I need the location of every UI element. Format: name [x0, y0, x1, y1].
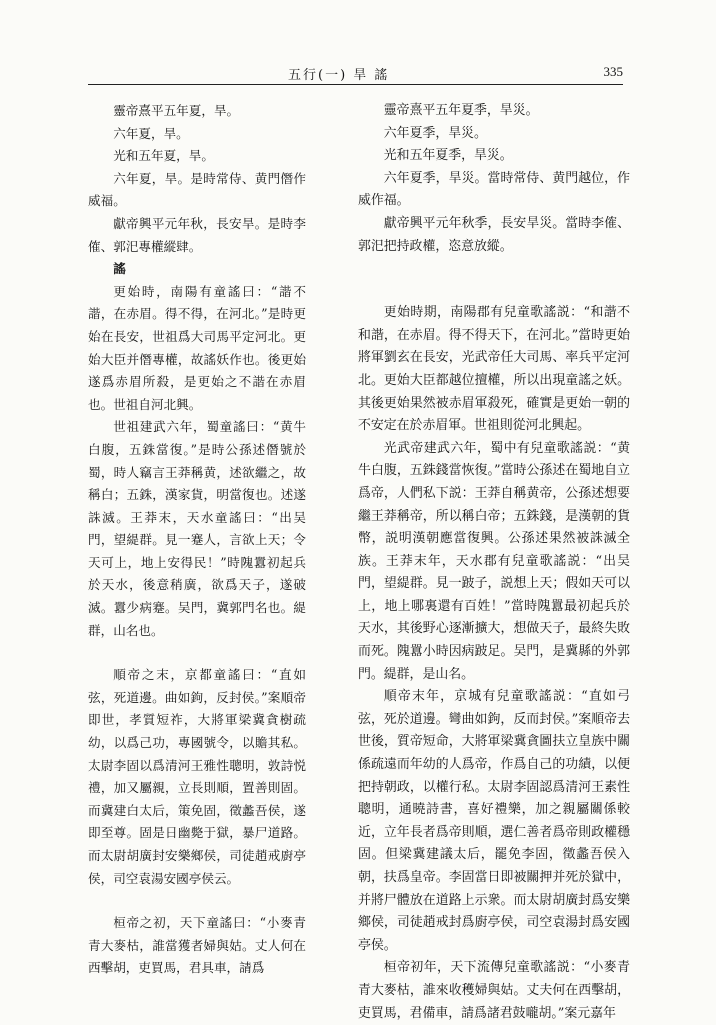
paragraph: 更始時，南陽有童謠曰：“諧不諧，在赤眉。得不得，在河北。”是時更始在長安，世祖爲大司馬平定河北。更始大臣并僭專權，故謠妖作也。後更始遂爲赤眉所殺，是更始之不諧在赤眉也。世祖自河北興。 — [88, 283, 306, 412]
original-text-column — [88, 100, 306, 980]
paragraph: 光和五年夏季，旱災。 — [383, 148, 513, 164]
paragraph: 世祖建武六年，蜀童謠曰：“黄牛白腹，五銖當復。”是時公孫述僭號於蜀，時人竊言王莽稱黄，述欲繼之，故稱白；五銖，漢家貨，明當復也。述遂誅滅。王莽末，天水童謠曰：“出吴門，望緹群。見一蹇人，言欲上天；令天可上，地上安得民！”時隗囂初起兵於天水，後意稍廣，欲爲天子，遂破滅。囂少病蹇。吴門，冀郭門名也。緹群，山名也。 — [88, 419, 306, 638]
paragraph: 靈帝熹平五年夏，旱。 — [113, 103, 240, 118]
translation-column — [358, 100, 630, 1025]
paragraph: 六年夏季，旱災。 — [383, 125, 487, 141]
section-heading: 謠 — [113, 261, 126, 277]
paragraph: 順帝末年，京城有兒童歌謠説：“直如弓弦，死於道邊。彎曲如鉤，反而封侯。”案順帝去世後，質帝短命，大將軍梁冀貪圖扶立皇族中關係疏遠而年幼的人爲帝，作爲自己的功績，以便把持朝政，以權行私。太尉李固認爲清河王素性聰明，通曉詩書，喜好禮樂，加之親屬關係較近，立年長者爲帝則順，選仁善者爲帝則政權穩固。但梁冀建議太后，罷免李固，徵蠡吾侯入朝，扶爲皇帝。李固當日即被關押并死於獄中，并將尸體放在道路上示衆。而太尉胡廣封爲安樂鄉侯，司徒趙戒封爲廚亭侯，司空袁湯封爲安國亭侯。 — [358, 689, 630, 953]
paragraph: 六年夏，旱。 — [113, 125, 189, 141]
paragraph: 獻帝興平元年秋季，長安旱災。當時李傕、郭汜把持政權，恣意放縱。 — [358, 215, 630, 254]
paragraph: 六年夏季，旱災。當時常侍、黄門越位，作威作福。 — [358, 170, 630, 209]
paragraph: 順帝之末，京都童謠曰：“直如弦，死道邊。曲如鉤，反封侯。”案順帝即世，孝質短祚，大將軍梁冀貪樹疏幼，以爲己功，專國號令，以贍其私。太尉李固以爲清河王雅性聰明，敦詩悦禮，加又屬親，立長則順，置善則固。而冀建白太后，策免固，徵蠡吾侯，遂即至尊。固是日幽斃于獄，暴尸道路。而太尉胡廣封安樂鄉侯，司徒趙戒廚亭侯，司空袁湯安國亭侯云。 — [88, 667, 306, 886]
running-title: 五行(一) 旱 謠 — [288, 68, 390, 83]
paragraph: 桓帝之初，天下童謠曰：“小麥青青大麥枯，誰當獲者婦與姑。丈人何在西擊胡，吏買馬，君具車，請爲 — [88, 915, 306, 976]
paragraph: 光武帝建武六年，蜀中有兒童歌謠説：“黄牛白腹，五銖錢當恢復。”當時公孫述在蜀地自立爲帝，人們私下説：王莽自稱黄帝，公孫述想要繼王莽稱帝，所以稱白帝；五銖錢，是漢朝的貨幣，説明漢朝應當復興。公孫述果然被誅滅全族。王莽末年，天水郡有兒童歌謠説：“出吴門，望緹群。見一跛子，説想上天；假如天可以上，地上哪裏還有百姓！”當時隗囂最初起兵於天水，其後野心逐漸擴大，想做天子，最終失敗而死。隗囂小時因病跛足。吴門，是冀縣的外郭門。緹群，是山名。 — [358, 440, 630, 682]
header-rule — [88, 84, 623, 85]
paragraph: 獻帝興平元年秋，長安旱。是時李傕、郭汜專權縱肆。 — [88, 215, 306, 254]
paragraph: 光和五年夏，旱。 — [113, 148, 214, 164]
paragraph: 桓帝初年，天下流傳兒童歌謠説：“小麥青青大麥枯，誰來收穫婦與姑。丈夫何在西擊胡，吏買馬，君備車，請爲諸君鼓嚨胡。”案元嘉年 — [358, 960, 630, 1021]
paragraph: 六年夏，旱。是時常侍、黄門僭作威福。 — [88, 170, 306, 209]
running-header — [88, 64, 623, 84]
paragraph: 靈帝熹平五年夏季，旱災。 — [383, 103, 539, 118]
paragraph: 更始時期，南陽郡有兒童歌謠説：“和諧不和諧，在赤眉。得不得天下，在河北。”當時更始將軍劉玄在長安，光武帝任大司馬、率兵平定河北。更始大臣都越位擅權，所以出現童謠之妖。其後更始果然被赤眉軍殺死，確實是更始一朝的不安定在於赤眉軍。世祖則從河北興起。 — [358, 305, 630, 434]
page-number: 335 — [603, 64, 623, 79]
